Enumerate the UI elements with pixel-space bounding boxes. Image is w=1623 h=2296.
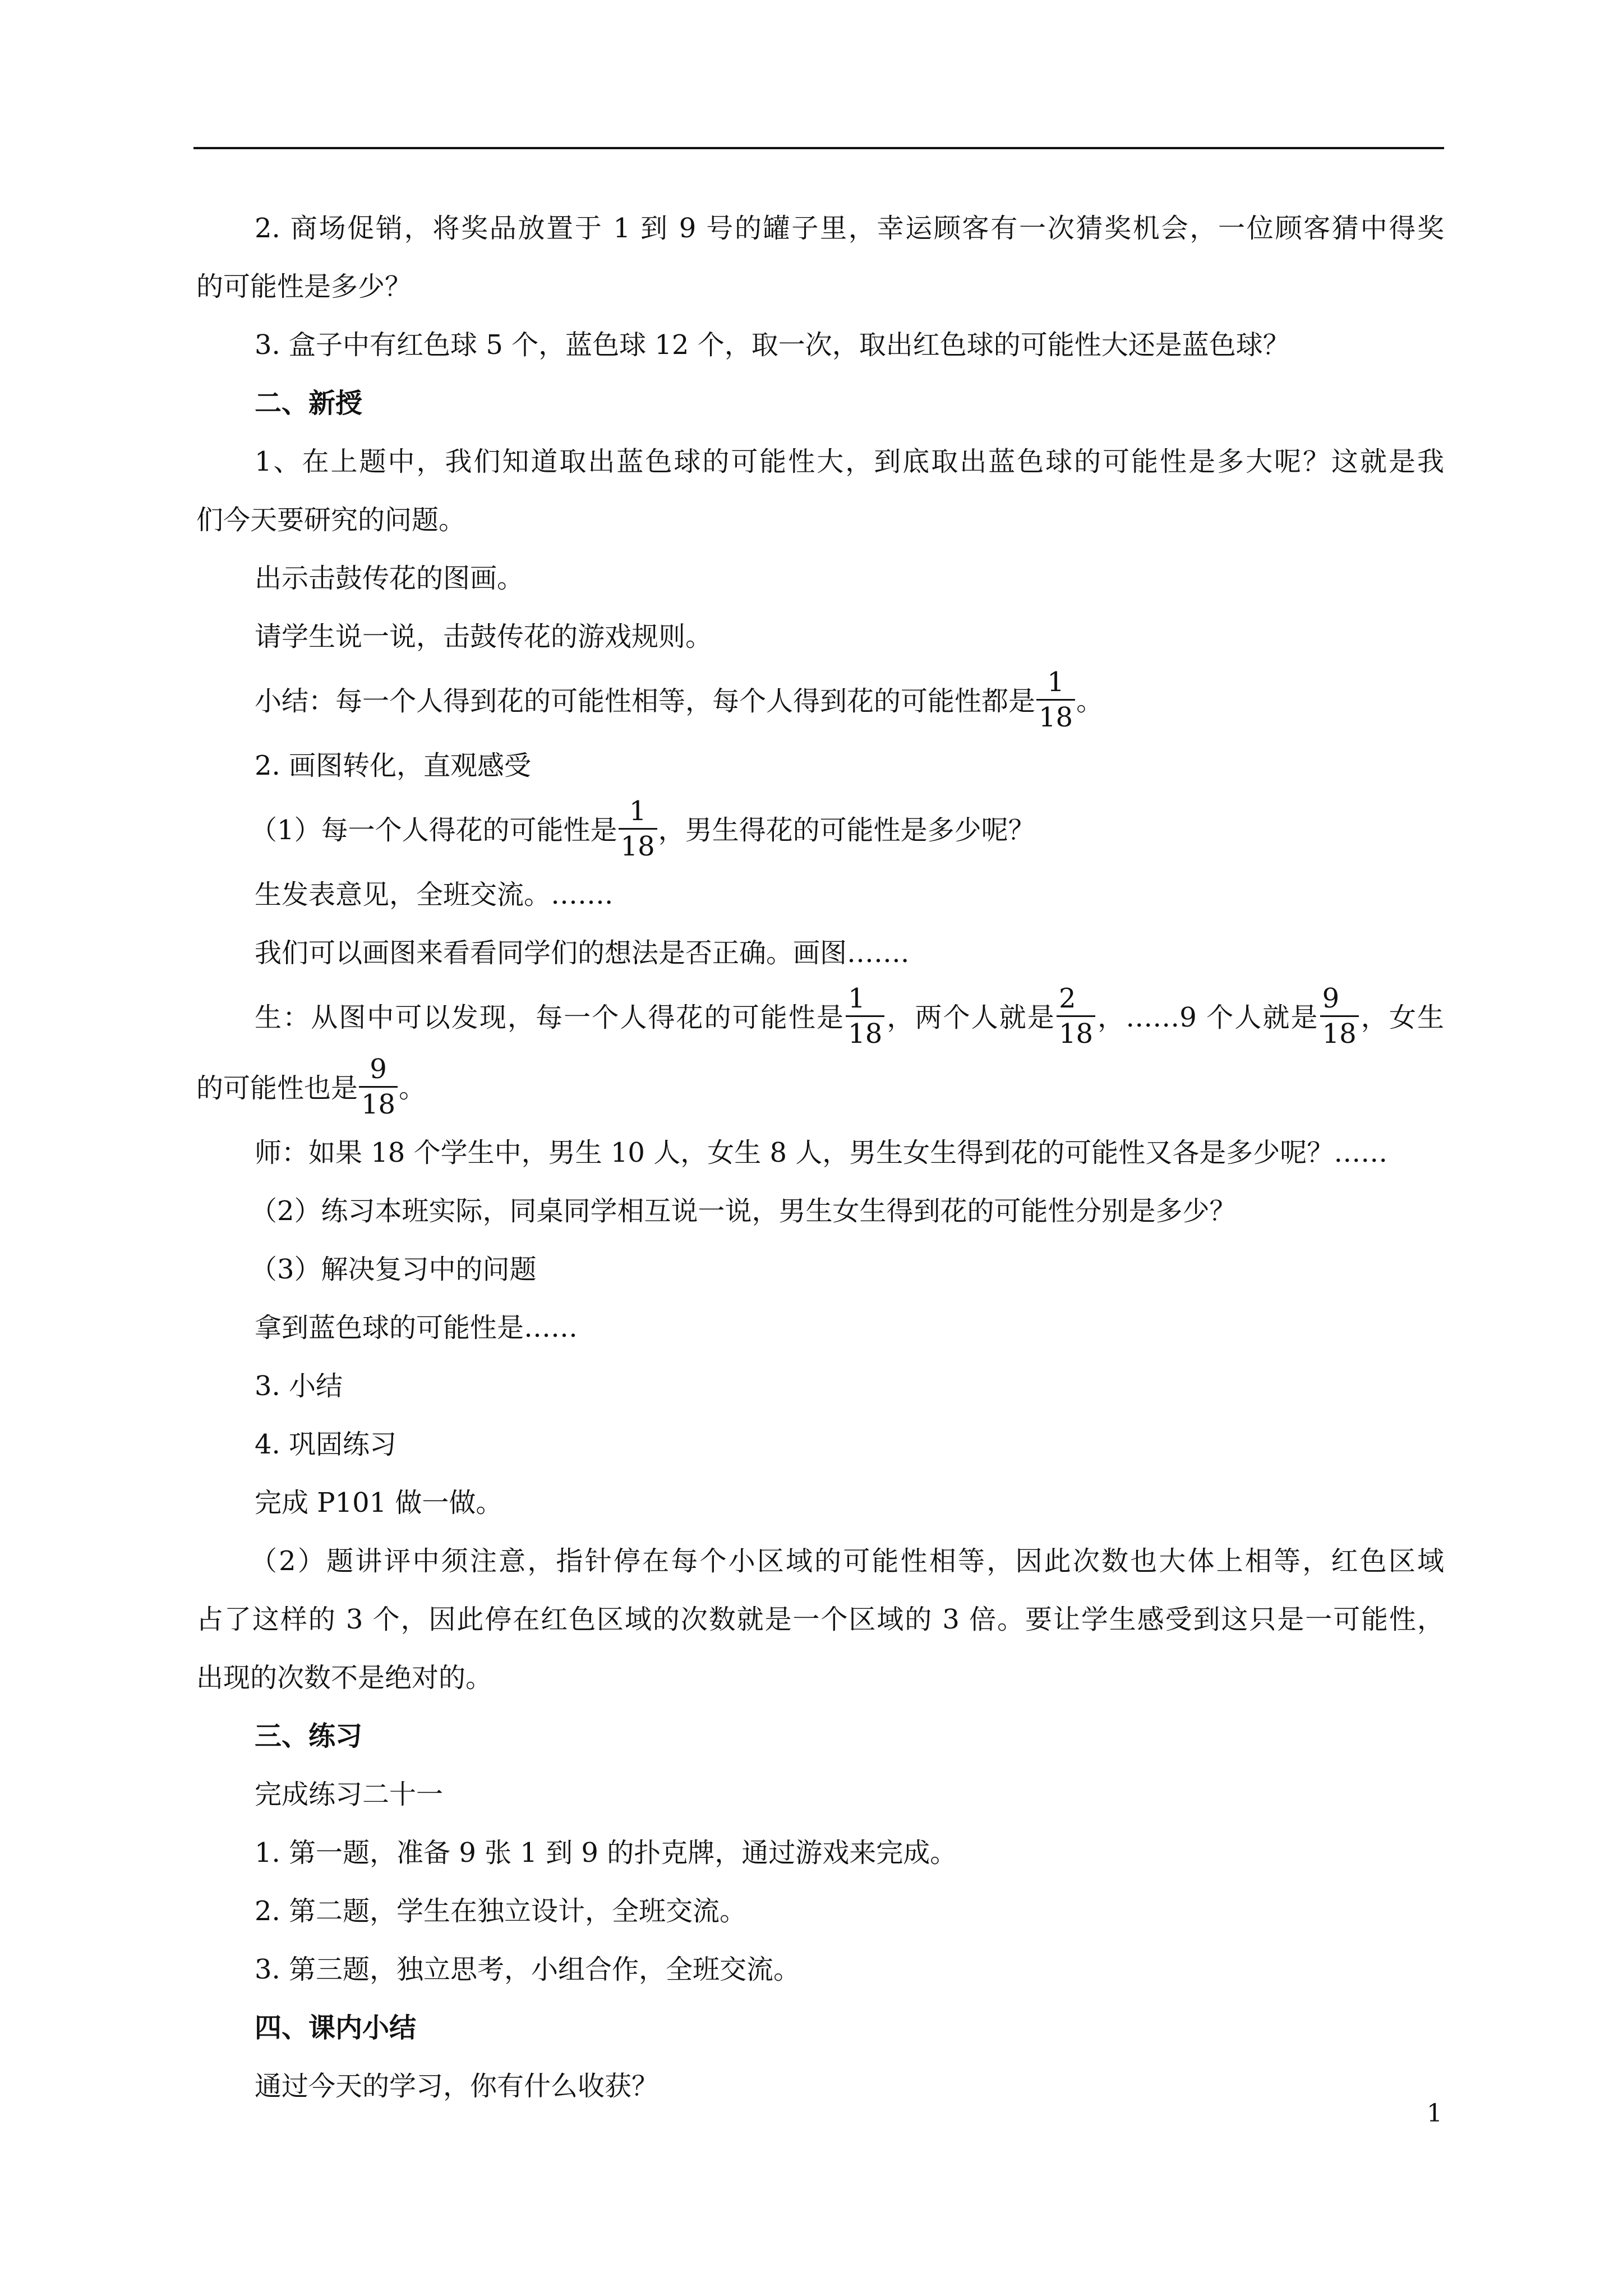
student-text-a: 生：从图中可以发现，每一个人得花的可能性是 bbox=[255, 1002, 845, 1033]
ask-rules-line: 请学生说一说，击鼓传花的游戏规则。 bbox=[255, 621, 713, 652]
note-line3: 出现的次数不是绝对的。 bbox=[196, 1662, 493, 1694]
draw-line: 我们可以画图来看看同学们的想法是否正确。画图……. bbox=[255, 937, 910, 969]
student-line2-text-b: 。 bbox=[399, 1073, 426, 1104]
fraction-denominator: 18 bbox=[620, 831, 655, 862]
fraction-denominator: 18 bbox=[1058, 1018, 1094, 1050]
fraction-denominator: 18 bbox=[848, 1018, 883, 1050]
fraction-numerator: 9 bbox=[359, 1056, 398, 1088]
show-picture-line: 出示击鼓传花的图画。 bbox=[255, 563, 524, 594]
step2-title: 2. 画图转化，直观感受 bbox=[255, 750, 532, 781]
discuss-line: 生发表意见，全班交流。……. bbox=[255, 879, 614, 910]
fraction-denominator: 18 bbox=[1039, 702, 1073, 733]
note-line2: 占了这样的 3 个，因此停在红色区域的次数就是一个区域的 3 倍。要让学生感受到这只是一可能性， bbox=[196, 1604, 1444, 1635]
fraction-one-eighteenth bbox=[846, 983, 884, 1050]
question1-line bbox=[196, 795, 1444, 866]
question1-end: ，男生得花的可能性是多少呢？ bbox=[658, 815, 1035, 846]
question2-line: （2）练习本班实际，同桌同学相互说一说，男生女生得到花的可能性分别是多少？ bbox=[250, 1195, 1237, 1227]
question3-line: （3）解决复习中的问题 bbox=[250, 1254, 537, 1285]
fraction-numerator: 9 bbox=[1320, 985, 1359, 1017]
section-heading-new-lesson: 二、新授 bbox=[255, 388, 363, 419]
student-text-b: ，两个人就是 bbox=[886, 1002, 1055, 1033]
finish-line: 完成 P101 做一做。 bbox=[255, 1487, 503, 1519]
blue-ball-line: 拿到蓝色球的可能性是…… bbox=[255, 1312, 578, 1343]
student-answer-line1 bbox=[196, 982, 1444, 1053]
question1-start: （1）每一个人得花的可能性是 bbox=[250, 815, 617, 846]
practice-item-2: 2. 第二题，学生在独立设计，全班交流。 bbox=[255, 1895, 747, 1927]
step4-title: 4. 巩固练习 bbox=[255, 1429, 397, 1460]
summary-text: 小结：每一个人得到花的可能性相等，每个人得到花的可能性都是 bbox=[255, 685, 1036, 717]
fraction-two-eighteenths bbox=[1057, 983, 1095, 1050]
fraction-numerator: 2 bbox=[1057, 985, 1095, 1017]
review-q2-line2: 的可能性是多少？ bbox=[196, 271, 412, 302]
fraction-numerator: 1 bbox=[619, 798, 657, 830]
fraction-nine-eighteenths bbox=[1320, 983, 1359, 1050]
new-lesson-p1-line1: 1、在上题中，我们知道取出蓝色球的可能性大，到底取出蓝色球的可能性是多大呢？这就是我 bbox=[255, 446, 1444, 477]
student-text-d: ，女生 bbox=[1359, 1002, 1444, 1033]
review-q2-line1: 2. 商场促销，将奖品放置于 1 到 9 号的罐子里，幸运顾客有一次猜奖机会，一位顾客猜中得奖 bbox=[255, 213, 1444, 244]
teacher-question: 师：如果 18 个学生中，男生 10 人，女生 8 人，男生女生得到花的可能性又各是多少呢？…… bbox=[255, 1137, 1388, 1168]
student-answer-line2 bbox=[196, 1053, 1444, 1124]
fraction-denominator: 18 bbox=[361, 1089, 396, 1120]
header-rule bbox=[193, 147, 1444, 149]
section-heading-summary: 四、课内小结 bbox=[255, 2012, 417, 2044]
document-body bbox=[196, 199, 1444, 2115]
practice-intro: 完成练习二十一 bbox=[255, 1779, 444, 1810]
section-heading-practice: 三、练习 bbox=[255, 1720, 363, 1752]
fraction-one-eighteenth bbox=[1036, 666, 1075, 733]
review-q3: 3. 盒子中有红色球 5 个，蓝色球 12 个，取一次，取出红色球的可能性大还是蓝色球？ bbox=[255, 329, 1290, 361]
student-line2-text-a: 的可能性也是 bbox=[196, 1073, 358, 1104]
practice-item-1: 1. 第一题，准备 9 张 1 到 9 的扑克牌，通过游戏来完成。 bbox=[255, 1837, 957, 1869]
fraction-numerator: 1 bbox=[846, 985, 884, 1017]
practice-item-3: 3. 第三题，独立思考，小组合作，全班交流。 bbox=[255, 1954, 801, 1985]
fraction-numerator: 1 bbox=[1036, 669, 1075, 701]
summary-question: 通过今天的学习，你有什么收获？ bbox=[255, 2070, 659, 2102]
student-text-c: ，……9 个人就是 bbox=[1096, 1002, 1319, 1033]
summary-line bbox=[196, 666, 1444, 737]
summary-end: 。 bbox=[1076, 685, 1104, 717]
fraction-denominator: 18 bbox=[1322, 1018, 1357, 1050]
note-line1: （2）题讲评中须注意，指针停在每个小区域的可能性相等，因此次数也大体上相等，红色区域 bbox=[250, 1545, 1444, 1577]
page-number: 1 bbox=[1427, 2099, 1442, 2128]
new-lesson-p1-line2: 们今天要研究的问题。 bbox=[196, 504, 466, 536]
fraction-nine-eighteenths bbox=[359, 1053, 398, 1120]
step3-title: 3. 小结 bbox=[255, 1370, 343, 1402]
fraction-one-eighteenth bbox=[619, 795, 657, 862]
